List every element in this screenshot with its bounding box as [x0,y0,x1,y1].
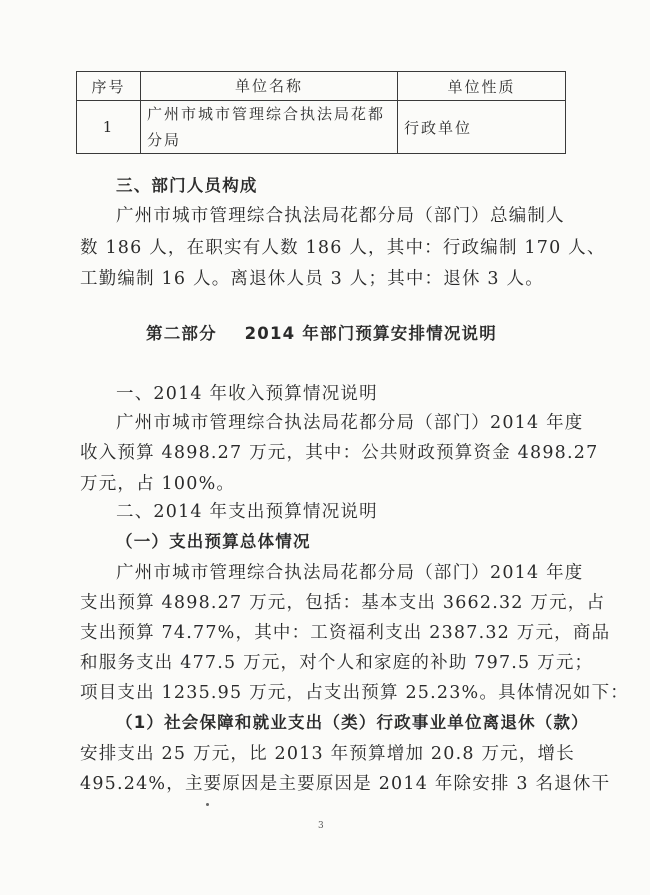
header-unit-name: 单位名称 [141,72,398,101]
paragraph-line: 和服务支出 477.5 万元，对个人和家庭的补助 797.5 万元； [80,653,594,673]
paragraph-line: 万元，占 100%。 [80,474,236,494]
paragraph-line: 广州市城市管理综合执法局花都分局（部门）2014 年度 [116,563,584,583]
paragraph-line: 支出预算 4898.27 万元，包括：基本支出 3662.32 万元，占 [80,593,606,613]
page-number: 3 [318,821,324,831]
cell-unit-nature: 行政单位 [398,101,566,154]
scan-speck [206,803,209,806]
table-row [77,101,566,154]
cell-unit-name: 广州市城市管理综合执法局花都分局 [141,101,398,154]
paragraph-line: 支出预算 74.77%，其中：工资福利支出 2387.32 万元，商品 [80,623,611,643]
header-unit-nature: 单位性质 [398,72,566,101]
heading-expense: 二、2014 年支出预算情况说明 [116,502,378,522]
unit-table [76,71,566,154]
header-index: 序号 [77,72,141,101]
paragraph-line: 数 186 人，在职实有人数 186 人，其中：行政编制 170 人、 [80,238,606,258]
heading-staff: 三、部门人员构成 [116,176,258,195]
section-title: 第二部分 2014 年部门预算安排情况说明 [146,324,497,343]
paragraph-line: 广州市城市管理综合执法局花都分局（部门）2014 年度 [116,413,584,433]
paragraph-line: 安排支出 25 万元，比 2013 年预算增加 20.8 万元，增长 [80,744,575,764]
subheading-overall: （一）支出预算总体情况 [116,532,311,551]
heading-income: 一、2014 年收入预算情况说明 [116,384,378,404]
item-heading: （1）社会保障和就业支出（类）行政事业单位离退休（款） [116,713,589,732]
paragraph-line: 广州市城市管理综合执法局花都分局（部门）总编制人 [116,206,565,226]
paragraph-line: 495.24%，主要原因是主要原因是 2014 年除安排 3 名退休干 [80,774,611,794]
paragraph-line: 收入预算 4898.27 万元，其中：公共财政预算资金 4898.27 [80,443,599,463]
paragraph-line: 项目支出 1235.95 万元，占支出预算 25.23%。具体情况如下： [80,683,629,703]
paragraph-line: 工勤编制 16 人。离退休人员 3 人；其中：退休 3 人。 [80,269,544,289]
table-header-row [77,72,566,101]
cell-index: 1 [77,101,141,154]
